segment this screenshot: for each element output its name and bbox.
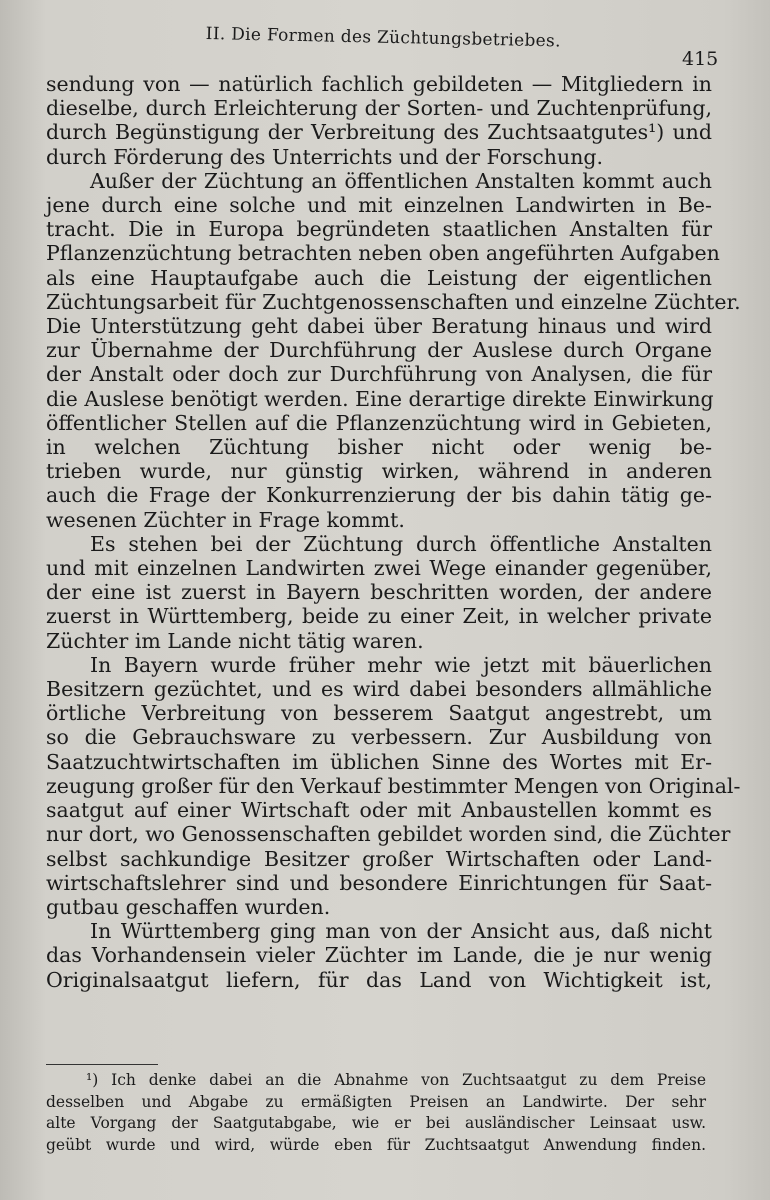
text-line: selbst sachkundige Besitzer großer Wirtschaften oder Land- [46,846,712,871]
text-line: Außer der Züchtung an öffentlichen Anstalten kommt auch [90,168,712,193]
text-line: Pflanzenzüchtung betrachten neben oben angeführten Aufgaben [46,241,720,266]
text-line: Besitzern gezüchtet, und es wird dabei besonders allmähliche [46,677,712,702]
text-line: der eine ist zuerst in Bayern beschritten worden, der andere [46,580,712,605]
text-line: zuerst in Württemberg, beide zu einer Zeit, in welcher private [46,604,712,629]
text-line: durch Begünstigung der Verbreitung des Zuchtsaatgutes¹) und [46,120,712,145]
text-line: Saatzuchtwirtschaften im üblichen Sinne des Wortes mit Er- [46,749,712,774]
footnote-line: alte Vorgang der Saatgutabgabe, wie er bei ausländischer Leinsaat usw. [46,1114,706,1132]
text-line: Züchter im Lande nicht tätig waren. [46,628,424,653]
text-line: wirtschaftslehrer sind und besondere Einrichtungen für Saat- [46,870,712,895]
text-line: Es stehen bei der Züchtung durch öffentliche Anstalten [90,531,712,556]
text-line: jene durch eine solche und mit einzelnen Landwirten in Be- [46,193,712,218]
footnote-line: ¹) Ich denke dabei an die Abnahme von Zuchtsaatgut zu dem Preise [86,1071,706,1089]
footnote-line: desselben und Abgabe zu ermäßigten Preisen an Landwirte. Der sehr [46,1092,706,1111]
text-line: sendung von — natürlich fachlich gebildeten — Mitgliedern in [46,72,712,96]
footnote-line: geübt wurde und wird, würde eben für Zuchtsaatgut Anwendung finden. [46,1135,706,1154]
text-line: tracht. Die in Europa begründeten staatlichen Anstalten für [46,217,712,242]
text-line: dieselbe, durch Erleichterung der Sorten- und Zuchtenprüfung, [46,96,712,121]
text-line: Züchtungsarbeit für Zuchtgenossenschaften und einzelne Züchter. [46,289,741,314]
running-title: II. Die Formen des Züchtungsbetriebes. [205,24,561,52]
text-line: trieben wurde, nur günstig wirken, während in anderen [46,459,712,484]
text-line: Originalsaatgut liefern, für das Land von Wichtigkeit ist, [46,967,712,992]
text-line: in welchen Züchtung bisher nicht oder wenig be- [46,435,712,460]
text-line: örtliche Verbreitung von besserem Saatgut angestrebt, um [46,701,712,726]
text-line: öffentlicher Stellen auf die Pflanzenzüchtung wird in Gebieten, [46,410,712,435]
body-text [46,72,741,992]
text-line: so die Gebrauchsware zu verbessern. Zur Ausbildung von [46,725,712,750]
text-line: nur dort, wo Genossenschaften gebildet worden sind, die Züchter [46,822,731,847]
text-line: zur Übernahme der Durchführung der Auslese durch Organe [46,338,712,363]
text-line: Die Unterstützung geht dabei über Beratung hinaus und wird [46,314,712,339]
text-line: In Bayern wurde früher mehr wie jetzt mit bäuerlichen [90,652,712,677]
text-line: zeugung großer für den Verkauf bestimmter Mengen von Original- [46,773,741,798]
text-line: das Vorhandensein vieler Züchter im Lande, die je nur wenig [46,943,712,968]
text-line: und mit einzelnen Landwirten zwei Wege einander gegenüber, [46,556,712,581]
text-line: wesenen Züchter in Frage kommt. [46,507,405,532]
text-line: der Anstalt oder doch zur Durchführung von Analysen, die für [46,362,712,387]
text-line: die Auslese benötigt werden. Eine derartige direkte Einwirkung [46,386,714,411]
text-line: durch Förderung des Unterrichts und der Forschung. [46,144,604,169]
text-line: In Württemberg ging man von der Ansicht aus, daß nicht [90,919,712,944]
footnotes [46,1070,706,1156]
text-line: als eine Hauptaufgabe auch die Leistung der eigentlichen [46,265,712,290]
text-line: gutbau geschaffen wurden. [46,894,331,919]
page-number: 415 [682,48,719,70]
text-line: auch die Frage der Konkurrenzierung der bis dahin tätig ge- [46,483,712,508]
footnote-divider [46,1064,158,1065]
text-line: saatgut auf einer Wirtschaft oder mit Anbaustellen kommt es [46,798,712,823]
